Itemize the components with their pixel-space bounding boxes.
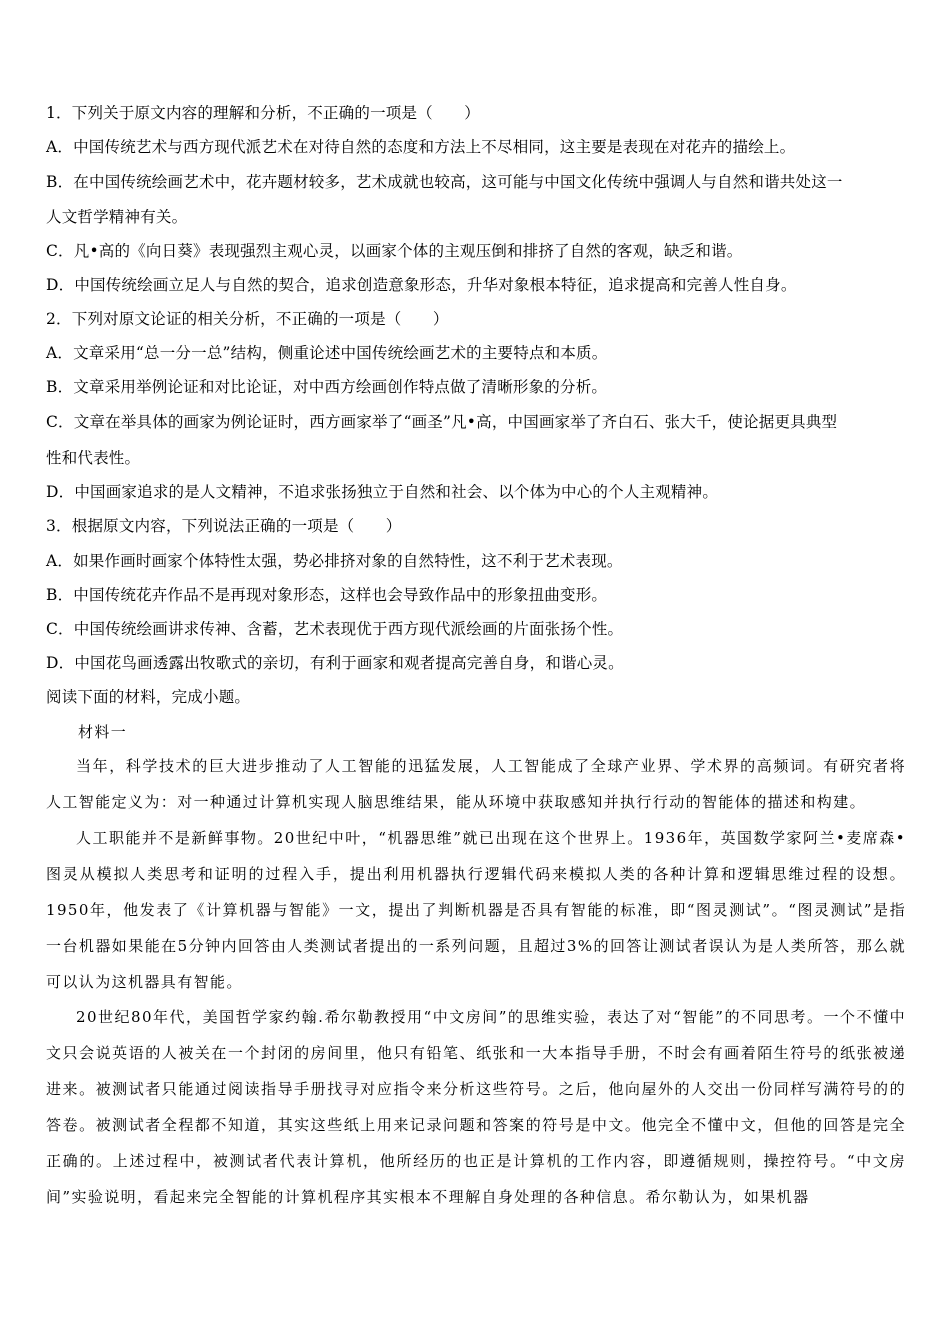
question-1-option-a: A．中国传统艺术与西方现代派艺术在对待自然的态度和方法上不尽相同，这主要是表现在对花卉的描绘上。 [46,138,796,156]
material-paragraph-1: 当年，科学技术的巨大进步推动了人工智能的迅猛发展，人工智能成了全球产业界、学术界的高频词。有研究者将人工智能定义为：对一种通过计算机实现人脑思维结果，能从环境中获取感知并执行行动的智能体的描述和构建。 [46,757,906,811]
question-2-stem: 2．下列对原文论证的相关分析，不正确的一项是（ ） [46,310,449,328]
material-paragraph-3: 20世纪80年代，美国哲学家约翰.希尔勒教授用“中文房间”的思维实验，表达了对“智能”的不同思考。一个不懂中文只会说英语的人被关在一个封闭的房间里，他只有铅笔、纸张和一大本指导手册，不时会有画着陌生符号的纸张被递进来。被测试者只能通过阅读指导手册找寻对应指令来分析这些符号。之后，他向屋外的人交出一份同样写满符号的的答卷。被测试者全程都不知道，其实这些纸上用来记录问题和答案的符号是中文。他完全不懂中文，但他的回答是完全正确的。上述过程中，被测试者代表计算机，他所经历的也正是计算机的工作内容，即遵循规则，操控符号。“中文房间”实验说明，看起来完全智能的计算机程序其实根本不理解自身处理的各种信息。希尔勒认为，如果机器 [46,1008,906,1206]
question-1-stem: 1．下列关于原文内容的理解和分析，不正确的一项是（ ） [46,104,480,122]
question-1-option-c: C．凡•高的《向日葵》表现强烈主观心灵，以画家个体的主观压倒和排挤了自然的客观，缺乏和谐。 [46,242,743,260]
question-2-option-b: B．文章采用举例论证和对比论证，对中西方绘画创作特点做了清晰形象的分析。 [46,378,608,396]
question-3-option-d: D．中国花鸟画透露出牧歌式的亲切，有利于画家和观者提高完善自身，和谐心灵。 [46,654,624,672]
question-3-option-a: A．如果作画时画家个体特性太强，势必排挤对象的自然特性，这不利于艺术表现。 [46,552,623,570]
question-3-option-c: C．中国传统绘画讲求传神、含蓄，艺术表现优于西方现代派绘画的片面张扬个性。 [46,620,624,638]
question-2-option-c: C．文章在举具体的画家为例论证时，西方画家举了“画圣”凡•高，中国画家举了齐白石、张大千，使论据更具典型 [46,413,838,431]
question-3-option-b: B．中国传统花卉作品不是再现对象形态，这样也会导致作品中的形象扭曲变形。 [46,586,608,604]
question-1-option-d: D．中国传统绘画立足人与自然的契合，追求创造意象形态，升华对象根本特征，追求提高和完善人性自身。 [46,276,797,294]
question-1-option-b: B．在中国传统绘画艺术中，花卉题材较多，艺术成就也较高，这可能与中国文化传统中强调人与自然和谐共处这一 [46,173,843,191]
question-2-option-c-cont: 性和代表性。 [46,449,141,467]
question-1-option-b-cont: 人文哲学精神有关。 [46,208,188,226]
material-paragraph-2: 人工职能并不是新鲜事物。20世纪中叶，“机器思维”就已出现在这个世界上。1936年，英国数学家阿兰•麦席森•图灵从模拟人类思考和证明的过程入手，提出利用机器执行逻辑代码来模拟人类的各种计算和逻辑思维过程的设想。1950年，他发表了《计算机器与智能》一文，提出了判断机器是否具有智能的标准，即“图灵测试”。“图灵测试”是指一台机器如果能在5分钟内回答由人类测试者提出的一系列问题，且超过3%的回答让测试者误认为是人类所答，那么就可以认为这机器具有智能。 [46,829,906,991]
question-2-option-d: D．中国画家追求的是人文精神，不追求张扬独立于自然和社会、以个体为中心的个人主观精神。 [46,483,719,501]
question-2-option-a: A．文章采用“总一分一总”结构，侧重论述中国传统绘画艺术的主要特点和本质。 [46,344,608,362]
material-title: 材料一 [78,723,128,741]
question-3-stem: 3．根据原文内容，下列说法正确的一项是（ ） [46,517,402,535]
reading-instruction: 阅读下面的材料，完成小题。 [46,688,251,706]
